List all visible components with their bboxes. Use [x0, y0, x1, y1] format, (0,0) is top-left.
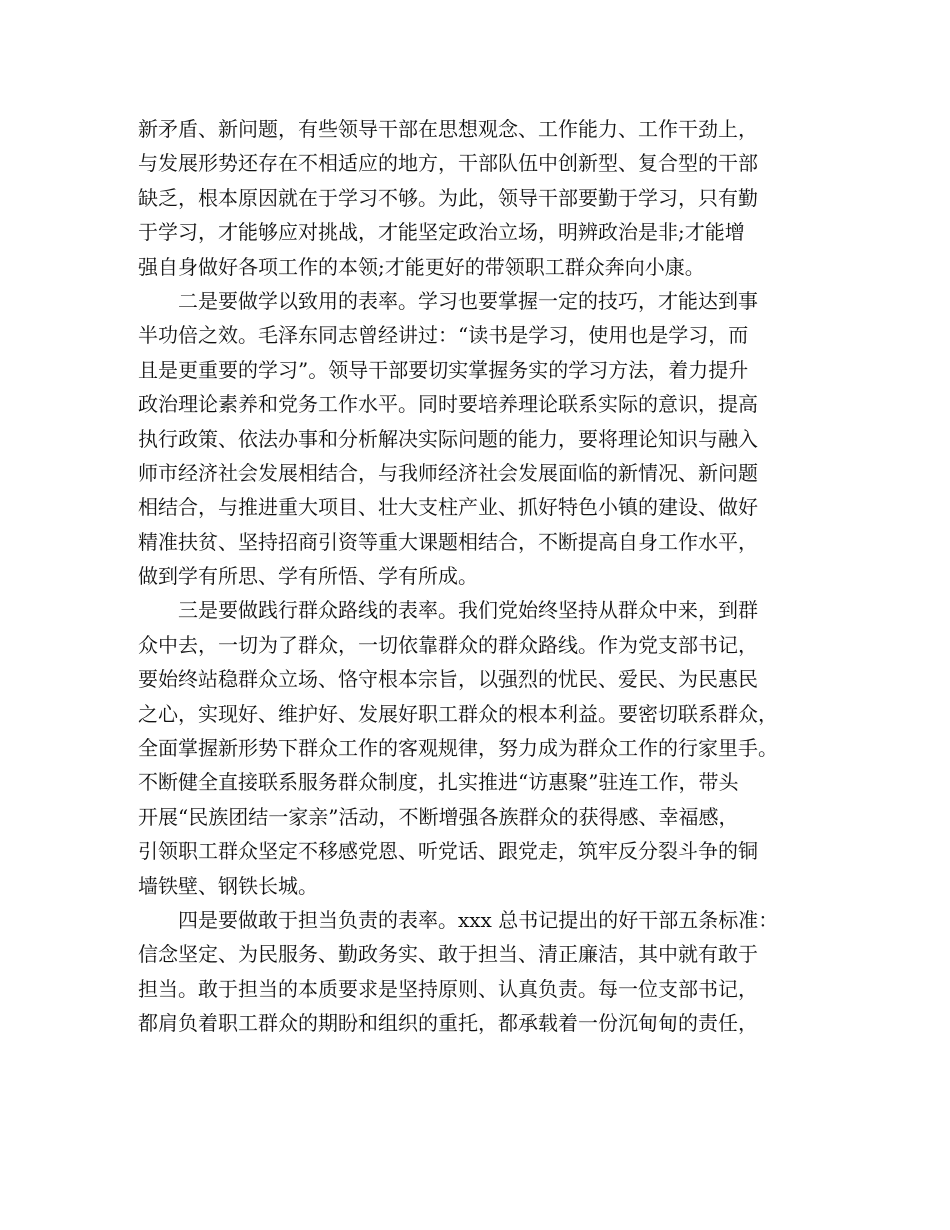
text-line: 墙铁壁、钢铁长城。: [138, 873, 318, 898]
text-line: 且是更重要的学习”。领导干部要切实掌握务实的学习方法，着力提升: [138, 357, 749, 382]
text-line: 全面掌握新形势下群众工作的客观规律，努力成为群众工作的行家里手。: [138, 736, 778, 761]
text-line: 之心，实现好、维护好、发展好职工群众的根本利益。要密切联系群众，: [138, 701, 778, 726]
text-line: 都肩负着职工群众的期盼和组织的重托，都承载着一份沉甸甸的责任，: [138, 1011, 758, 1036]
text-line: 担当。敢于担当的本质要求是坚持原则、认真负责。每一位支部书记，: [138, 976, 758, 1001]
text-line: 政治理论素养和党务工作水平。同时要培养理论联系实际的意识，提高: [138, 392, 758, 417]
text-line: 不断健全直接联系服务群众制度，扎实推进“访惠聚”驻连工作，带头: [138, 770, 739, 795]
text-line: 强自身做好各项工作的本领;才能更好的带领职工群众奔向小康。: [138, 254, 705, 279]
text-line: 于学习，才能够应对挑战，才能坚定政治立场，明辨政治是非;才能增: [138, 220, 745, 245]
text-line: 精准扶贫、坚持招商引资等重大课题相结合，不断提高自身工作水平，: [138, 529, 758, 554]
text-line: 执行政策、依法办事和分析解决实际问题的能力，要将理论知识与融入: [138, 426, 758, 451]
paragraph-start-line: 三是要做践行群众路线的表率。我们党始终坚持从群众中来，到群: [178, 598, 758, 623]
text-line: 缺乏，根本原因就在于学习不够。为此，领导干部要勤于学习，只有勤: [138, 185, 758, 210]
paragraph-start-line: 四是要做敢于担当负责的表率。xxx 总书记提出的好干部五条标准：: [178, 907, 779, 932]
text-line: 引领职工群众坚定不移感党恩、听党话、跟党走，筑牢反分裂斗争的铜: [138, 839, 758, 864]
text-line: 做到学有所思、学有所悟、学有所成。: [138, 564, 478, 589]
body-text: [138, 112, 828, 1041]
text-line: 开展“民族团结一家亲”活动，不断增强各族群众的获得感、幸福感，: [138, 804, 739, 829]
text-line: 师市经济社会发展相结合，与我师经济社会发展面临的新情况、新问题: [138, 460, 758, 485]
text-line: 要始终站稳群众立场、恪守根本宗旨，以强烈的忧民、爱民、为民惠民: [138, 667, 758, 692]
text-line: 半功倍之效。毛泽东同志曾经讲过：“读书是学习，使用也是学习，而: [138, 323, 749, 348]
paragraph-start-line: 二是要做学以致用的表率。学习也要掌握一定的技巧，才能达到事: [178, 288, 758, 313]
text-line: 信念坚定、为民服务、勤政务实、敢于担当、清正廉洁，其中就有敢于: [138, 942, 758, 967]
text-line: 与发展形势还存在不相适应的地方，干部队伍中创新型、复合型的干部: [138, 151, 758, 176]
text-line: 众中去，一切为了群众，一切依靠群众的群众路线。作为党支部书记，: [138, 632, 758, 657]
text-line: 相结合，与推进重大项目、壮大支柱产业、抓好特色小镇的建设、做好: [138, 495, 758, 520]
text-line: 新矛盾、新问题，有些领导干部在思想观念、工作能力、工作干劲上，: [138, 117, 758, 141]
